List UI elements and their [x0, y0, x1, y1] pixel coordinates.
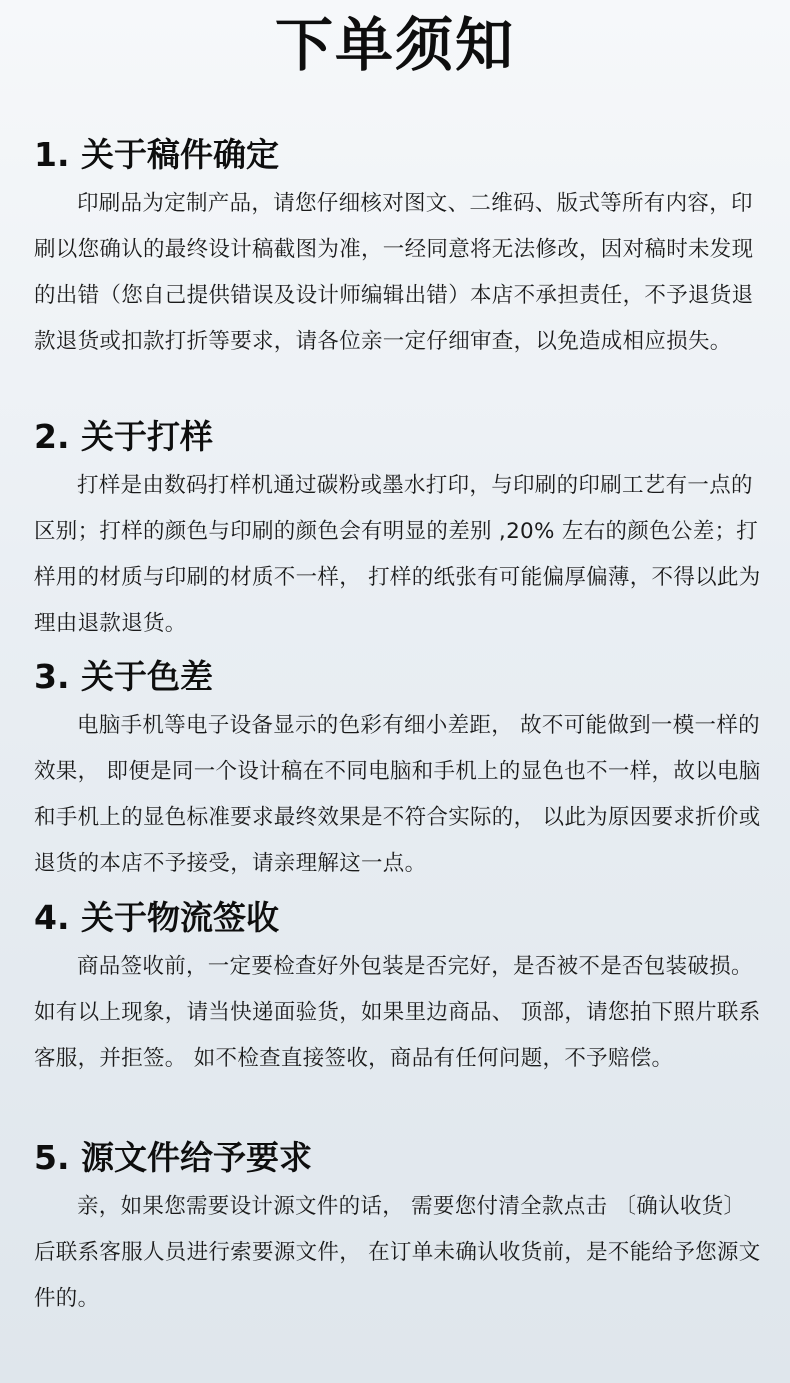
- section-color-difference: [34, 655, 762, 887]
- section-heading: 3. 关于色差: [34, 657, 213, 696]
- section-heading: 2. 关于打样: [34, 417, 213, 456]
- section-body: 亲，如果您需要设计源文件的话， 需要您付清全款点击 〔确认收货〕 后联系客服人员进行索要源文件， 在订单未确认收货前，是不能给予您源文件的。: [34, 1194, 761, 1311]
- section-logistics-signing: [34, 896, 762, 1082]
- section-confirm-draft: [34, 133, 762, 365]
- section-body: 电脑手机等电子设备显示的色彩有细小差距， 故不可能做到一模一样的效果， 即便是同一个设计稿在不同电脑和手机上的显色也不一样，故以电脑和手机上的显色标准要求最终效果是不符合实际的， 以此为原因要求折价或退货的本店不予接受，请亲理解这一点。: [34, 713, 761, 876]
- section-heading: 1. 关于稿件确定: [34, 135, 279, 174]
- section-source-files: [34, 1136, 762, 1322]
- section-heading: 4. 关于物流签收: [34, 898, 279, 937]
- section-body: 印刷品为定制产品，请您仔细核对图文、二维码、版式等所有内容，印刷以您确认的最终设计稿截图为准，一经同意将无法修改，因对稿时未发现的出错（您自己提供错误及设计师编辑出错）本店不承担责任，不予退货退款退货或扣款打折等要求，请各位亲一定仔细审查，以免造成相应损失。: [34, 191, 754, 354]
- section-body: 打样是由数码打样机通过碳粉或墨水打印，与印刷的印刷工艺有一点的区别；打样的颜色与印刷的颜色会有明显的差别 ,20% 左右的颜色公差；打样用的材质与印刷的材质不一样， 打样的纸张有可能偏厚偏薄，不得以此为理由退款退货。: [34, 473, 761, 636]
- section-body: 商品签收前，一定要检查好外包装是否完好，是否被不是否包装破损。 如有以上现象，请当快递面验货，如果里边商品、 顶部，请您拍下照片联系客服，并拒签。 如不检查直接签收，商品有任何问题，不予赔偿。: [34, 954, 761, 1071]
- section-heading: 5. 源文件给予要求: [34, 1138, 312, 1177]
- section-proofing: [34, 415, 762, 647]
- page-title: 下单须知: [274, 11, 515, 79]
